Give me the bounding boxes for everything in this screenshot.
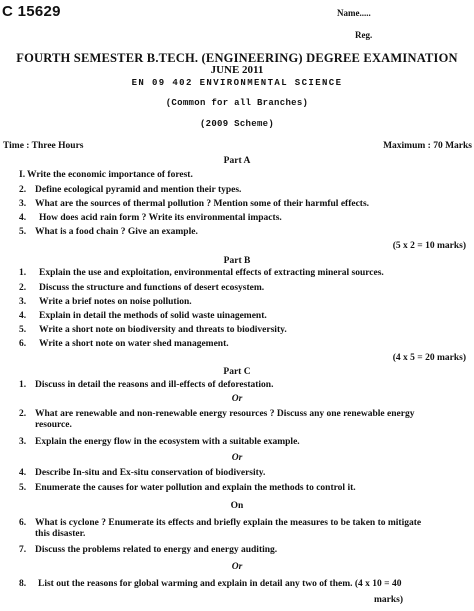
time-allowed: Time : Three Hours bbox=[3, 141, 84, 151]
part-a-marks: (5 x 2 = 10 marks) bbox=[392, 241, 466, 251]
reg-label: Reg. bbox=[355, 30, 373, 40]
question-text: How does acid rain form ? Write its environmental impacts. bbox=[39, 213, 282, 223]
question-number: I. bbox=[19, 170, 26, 180]
question-text: Write a short note on water shed management. bbox=[39, 339, 229, 349]
or-separator: Or bbox=[231, 453, 243, 463]
question-text-continued: this disaster. bbox=[35, 529, 86, 539]
question-text: Discuss the problems related to energy and energy auditing. bbox=[35, 545, 278, 555]
question-text: Write the economic importance of forest. bbox=[27, 170, 193, 180]
question-number: 4. bbox=[19, 311, 27, 321]
question-text: Explain the energy flow in the ecosystem with a suitable example. bbox=[35, 437, 300, 447]
question-text: Explain in detail the methods of solid waste uinagement. bbox=[39, 311, 267, 321]
question-number: 5. bbox=[19, 325, 27, 335]
part-c-marks: marks) bbox=[374, 595, 404, 605]
part-b-marks: (4 x 5 = 20 marks) bbox=[392, 353, 466, 363]
question-number: 6. bbox=[19, 518, 27, 528]
part-c-question bbox=[0, 409, 474, 431]
question-text: List out the reasons for global warming and explain in detail any two of them. (4 x 10 = 40 bbox=[38, 579, 402, 589]
question-text: Enumerate the causes for water pollution and explain the methods to control it. bbox=[35, 483, 356, 493]
question-number: 5. bbox=[19, 227, 27, 237]
name-label: Name..... bbox=[337, 8, 371, 18]
question-text: What is a food chain ? Give an example. bbox=[35, 227, 198, 237]
question-number: 7. bbox=[19, 545, 27, 555]
question-number: 1. bbox=[19, 268, 27, 278]
scheme-note: (2009 Scheme) bbox=[199, 119, 275, 129]
question-text: Discuss the structure and functions of desert ecosystem. bbox=[39, 283, 265, 293]
question-text: Write a short note on biodiversity and threats to biodiversity. bbox=[39, 325, 287, 335]
exam-month: JUNE 2011 bbox=[210, 64, 264, 76]
paper-code: C 15629 bbox=[2, 3, 61, 20]
maximum-marks: Maximum : 70 Marks bbox=[383, 141, 472, 151]
question-number: 6. bbox=[19, 339, 27, 349]
question-number: 2. bbox=[19, 185, 27, 195]
question-text: Discuss in detail the reasons and ill-effects of deforestation. bbox=[35, 380, 274, 390]
question-text: Define ecological pyramid and mention their types. bbox=[35, 185, 242, 195]
question-text: Describe In-situ and Ex-situ conservation of biodiversity. bbox=[35, 468, 266, 478]
question-number: 2. bbox=[19, 283, 27, 293]
question-number: 5. bbox=[19, 483, 27, 493]
question-text: What are renewable and non-renewable energy resources ? Discuss any one renewable energy bbox=[35, 409, 415, 419]
part-c-title: Part C bbox=[223, 367, 251, 377]
or-separator: Or bbox=[231, 394, 243, 404]
question-text: What is cyclone ? Enumerate its effects and briefly explain the measures to be taken to mitigate bbox=[35, 518, 422, 528]
question-number: 8. bbox=[19, 579, 27, 589]
part-b-title: Part B bbox=[223, 256, 251, 266]
or-separator: Or bbox=[231, 562, 243, 572]
question-text: What are the sources of thermal pollution ? Mention some of their harmful effects. bbox=[35, 199, 370, 209]
question-number: 3. bbox=[19, 297, 27, 307]
question-text: Explain the use and exploitation, environmental effects of extracting mineral sources. bbox=[39, 268, 384, 278]
exam-title: FOURTH SEMESTER B.TECH. (ENGINEERING) DEGREE EXAMINATION bbox=[16, 51, 458, 65]
question-number: 4. bbox=[19, 468, 27, 478]
question-number: 2. bbox=[19, 409, 27, 419]
branches-note: (Common for all Branches) bbox=[165, 98, 309, 108]
question-text: Write a brief notes on noise pollution. bbox=[39, 297, 192, 307]
question-number: 4. bbox=[19, 213, 27, 223]
subject-title: EN 09 402 ENVIRONMENTAL SCIENCE bbox=[131, 78, 343, 88]
part-a-title: Part A bbox=[223, 156, 251, 166]
question-number: 1. bbox=[19, 380, 27, 390]
question-text-continued: resource. bbox=[35, 420, 72, 430]
on-separator: On bbox=[230, 501, 244, 511]
question-number: 3. bbox=[19, 437, 27, 447]
question-number: 3. bbox=[19, 199, 27, 209]
part-c-question bbox=[0, 518, 474, 540]
